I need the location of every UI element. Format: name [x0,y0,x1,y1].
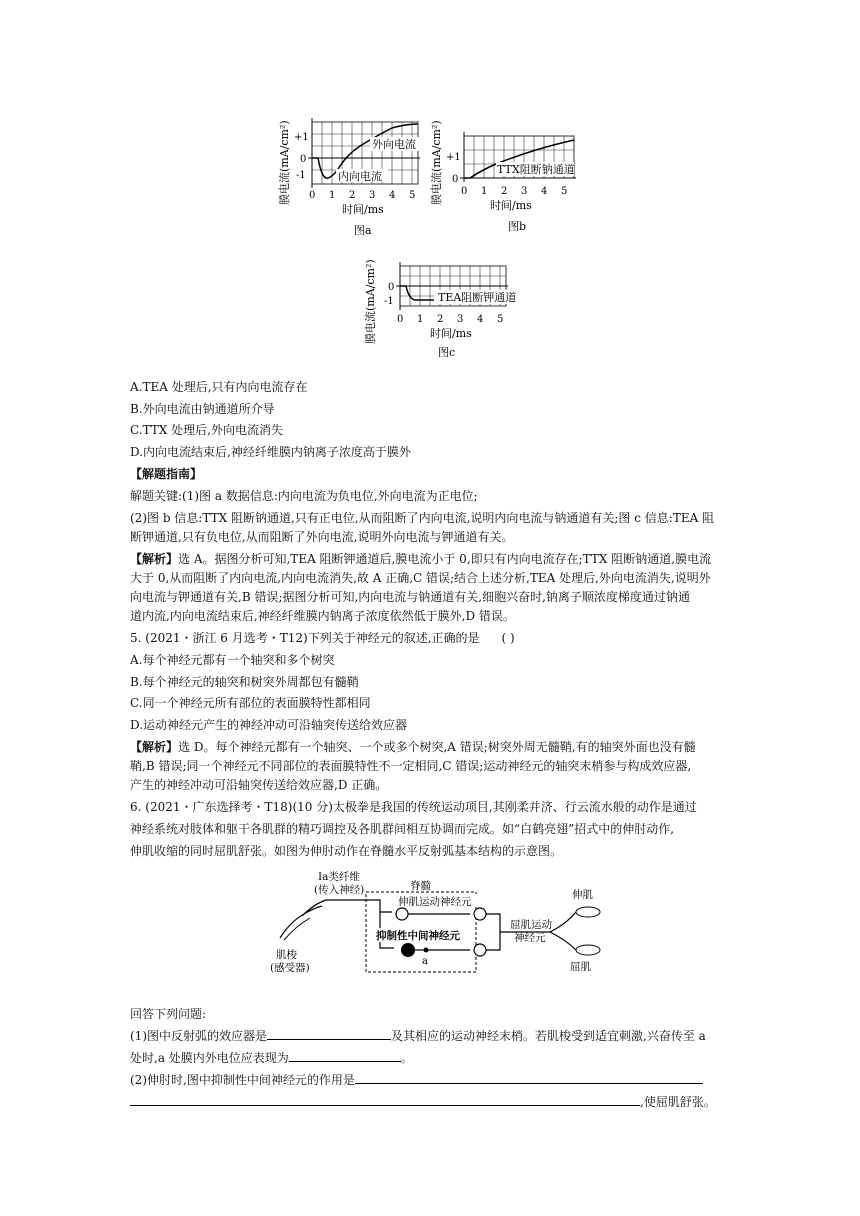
q4-guide-line3: 断钾通道,只有负电位,从而阻断了外向电流,说明外向电流与钾通道有关。 [130,530,514,544]
label-muscle-spindle: 肌梭 [276,949,297,961]
figure-b-xtick-3: 3 [521,186,528,197]
figure-a [268,110,438,240]
label-flexor-motor-2: 神经元 [514,932,546,944]
q4-guide-title: 【解题指南】 [130,467,203,481]
q5-analysis-line1 [130,738,730,757]
q5-option-c: C.同一个神经元所有部位的表面膜特性都相同 [130,696,371,710]
label-point-a: a [422,956,428,967]
q4-guide-line1: 解题关键:(1)图 a 数据信息:内向电流为负电位,外向电流为正电位; [130,489,478,503]
q4-option-a: A.TEA 处理后,只有内向电流存在 [130,380,308,394]
q4-option-c: C.TTX 处理后,外向电流消失 [130,423,283,437]
q5-option-d: D.运动神经元产生的神经冲动可沿轴突传送给效应器 [130,718,408,732]
q5-answer-paren: ( ) [501,631,515,645]
figure-c-xtick-3: 3 [457,314,464,325]
figure-b-xtick-4: 4 [541,186,548,197]
q6-stem-line2: 神经系统对肢体和躯干各肌群的精巧调控及各肌群间相互协调而完成。如“白鹤亮翅”招式中的伸肘动作, [130,822,675,836]
q6-blank-effector[interactable] [267,1027,391,1040]
figure-c-xtick-5: 5 [497,314,504,325]
q5-analysis-text1: 选 D。每个神经元都有一个轴突、一个或多个树突,A 错误;树突外周无髓鞘,有的轴突外面也没有髓 [178,740,696,754]
figure-a-xtick-0: 0 [309,190,316,201]
q5-analysis-title: 【解析】 [130,740,179,754]
label-afferent: (传入神经) [314,884,365,896]
figure-a-ytick-1: +1 [294,132,309,143]
label-extensor: 伸肌 [572,889,593,901]
q6-sub1-line1 [130,1027,730,1046]
figure-a-xtick-5: 5 [409,190,416,201]
q5-stem [130,629,730,648]
q4-guide-line2: (2)图 b 信息:TTX 阻断钠通道,只有正电位,从而阻断了内向电流,说明内向电流与钠通道有关;图 c 信息:TEA 阻 [130,511,715,525]
label-flexor: 屈肌 [570,961,591,973]
figure-c-xlabel: 时间/ms [430,327,472,340]
q6-sub1-text-b: 及其相应的运动神经末梢。若肌梭受到适宜刺激,兴奋传至 a [391,1029,706,1043]
figure-c-xtick-2: 2 [437,314,444,325]
inhibitory-interneuron [401,943,415,957]
figure-a-label-inward: 内向电流 [338,170,382,183]
q6-blank-inhibitory-role-1[interactable] [355,1071,703,1084]
label-flexor-motor-1: 屈肌运动 [510,919,552,931]
figure-b-label: TTX阻断钠通道 [497,163,575,176]
q4-option-b: B.外向电流由钠通道所介导 [130,402,275,416]
figure-a-caption: 图a [354,224,372,237]
q6-sub1-text-d: 。 [400,1051,413,1065]
label-extensor-motor: 伸肌运动神经元 [398,896,472,908]
q5-option-a: A.每个神经元都有一个轴突和多个树突 [130,653,335,667]
figure-c-ytick-1: 0 [388,282,395,293]
q6-stem-line1: 6. (2021・广东选择考・T18)(10 分)太极拳是我国的传统运动项目,其刚柔并济、行云流水般的动作是通过 [130,800,697,814]
q4-option-d: D.内向电流结束后,神经纤维膜内钠离子浓度高于膜外 [130,445,411,459]
label-ia-fiber: Ia类纤维 [318,871,360,883]
label-receptor: (感受器) [270,962,310,974]
figure-a-xtick-2: 2 [349,190,356,201]
figure-c [358,252,538,362]
figure-b-xlabel: 时间/ms [490,199,532,212]
figure-a-xlabel: 时间/ms [342,203,384,216]
figure-c-ytick-2: -1 [384,296,394,307]
flexor-muscle [576,945,600,955]
figure-a-xtick-1: 1 [329,190,336,201]
q6-sub2-line2 [130,1093,730,1112]
figure-b-ylabel: 膜电流(mA/cm²) [430,120,443,205]
q5-analysis-line2: 鞘,B 错误;同一个神经元不同部位的表面膜特性不一定相同,C 错误;运动神经元的轴突末梢参与构成效应器, [130,759,692,773]
extensor-motor-neuron [396,908,408,920]
label-spinal-cord: 脊髓 [410,880,431,892]
q6-blank-inhibitory-role-2[interactable] [130,1093,640,1106]
reflex-arc-diagram [270,868,610,980]
q6-blank-potential[interactable] [289,1049,401,1062]
q6-answer-prompt: 回答下列问题: [130,1007,207,1021]
q6-sub1-text-c: 处时,a 处膜内外电位应表现为 [130,1051,289,1065]
q4-analysis-line3: 向电流与钾通道有关,B 错误;据图分析可知,内向电流与钠通道有关,细胞兴奋时,钠离子顺浓度梯度通过钠通 [130,590,690,604]
q4-analysis-line1 [130,550,730,569]
q6-sub1-line2 [130,1049,730,1068]
q4-analysis-text1: 选 A。据图分析可知,TEA 阻断钾通道后,膜电流小于 0,即只有内向电流存在;TTX 阻断钠通道,膜电流 [178,552,712,566]
q4-analysis-line2: 大于 0,从而阻断了内向电流,内向电流消失,故 A 正确,C 错误;结合上述分析,TEA 处理后,外向电流消失,说明外 [130,571,711,585]
extensor-muscle [576,907,600,917]
figure-c-caption: 图c [438,346,456,359]
figure-b-xtick-2: 2 [501,186,508,197]
point-a [424,948,429,953]
figure-b-xtick-5: 5 [561,186,568,197]
q4-analysis-line4: 道内流,内向电流结束后,神经纤维膜内钠离子浓度依然低于膜外,D 错误。 [130,609,515,623]
figure-c-xtick-0: 0 [397,314,404,325]
figure-b-xtick-0: 0 [461,186,468,197]
figure-b [424,110,594,240]
q6-sub2-text-a: (2)伸肘时,图中抑制性中间神经元的作用是 [130,1073,355,1087]
q6-stem-line3: 伸肌收缩的同时屈肌舒张。如图为伸肘动作在脊髓水平反射弧基本结构的示意图。 [130,844,563,858]
q4-analysis-title: 【解析】 [130,552,179,566]
muscle-spindle [280,906,322,938]
figure-b-xtick-1: 1 [481,186,488,197]
figure-b-ytick-1: +1 [446,152,461,163]
q5-analysis-line3: 产生的神经冲动可沿轴突传送给效应器,D 正确。 [130,778,388,792]
figure-c-xtick-4: 4 [477,314,484,325]
q6-sub2-text-b: ,使屈肌舒张。 [640,1095,716,1109]
figure-a-xtick-3: 3 [369,190,376,201]
figure-a-ytick-2: 0 [300,154,307,165]
figure-b-caption: 图b [508,220,527,233]
label-inhibitory: 抑制性中间神经元 [376,930,460,942]
figure-b-ytick-2: 0 [452,174,459,185]
figure-a-ylabel: 膜电流(mA/cm²) [278,120,291,205]
q5-option-b: B.每个神经元的轴突和树突外周都包有髓鞘 [130,675,359,689]
figure-c-ylabel: 膜电流(mA/cm²) [364,259,377,344]
figure-a-ytick-3: -1 [296,170,306,181]
q6-sub1-text-a: (1)图中反射弧的效应器是 [130,1029,267,1043]
figure-a-xtick-4: 4 [389,190,396,201]
figure-a-label-outward: 外向电流 [372,138,416,151]
figure-c-label: TEA阻断钾通道 [438,291,517,304]
figure-c-xtick-1: 1 [417,314,424,325]
q6-sub2-line1 [130,1071,730,1090]
q5-stem-text: 5. (2021・浙江 6 月选考・T12)下列关于神经元的叙述,正确的是 [130,631,480,645]
